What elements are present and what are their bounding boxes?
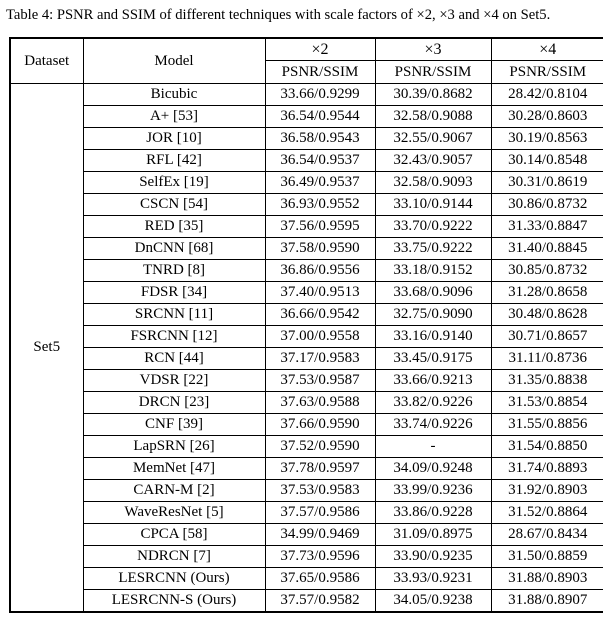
psnr-ssim-x2-cell: 33.66/0.9299 bbox=[265, 84, 375, 106]
table-body bbox=[10, 84, 603, 613]
psnr-ssim-x2-cell: 36.49/0.9537 bbox=[265, 172, 375, 194]
psnr-ssim-x3-cell: 32.58/0.9088 bbox=[375, 106, 491, 128]
table-row bbox=[10, 590, 603, 613]
table-row bbox=[10, 216, 603, 238]
psnr-ssim-x4-cell: 31.40/0.8845 bbox=[491, 238, 603, 260]
model-cell: DRCN [23] bbox=[83, 392, 265, 414]
model-cell: MemNet [47] bbox=[83, 458, 265, 480]
psnr-ssim-x3-cell: 33.82/0.9226 bbox=[375, 392, 491, 414]
psnr-ssim-x2-cell: 37.00/0.9558 bbox=[265, 326, 375, 348]
psnr-ssim-x4-cell: 31.74/0.8893 bbox=[491, 458, 603, 480]
table-row bbox=[10, 194, 603, 216]
psnr-ssim-x3-cell: 33.93/0.9231 bbox=[375, 568, 491, 590]
psnr-ssim-x2-cell: 37.73/0.9596 bbox=[265, 546, 375, 568]
psnr-ssim-x3-cell: 33.75/0.9222 bbox=[375, 238, 491, 260]
table-row bbox=[10, 106, 603, 128]
scale-x3-header: ×3 bbox=[375, 38, 491, 61]
model-cell: RED [35] bbox=[83, 216, 265, 238]
psnr-ssim-x4-cell: 31.92/0.8903 bbox=[491, 480, 603, 502]
psnr-ssim-x3-cell: 33.74/0.9226 bbox=[375, 414, 491, 436]
psnr-ssim-x3-cell: 33.66/0.9213 bbox=[375, 370, 491, 392]
psnr-ssim-x2-cell: 37.52/0.9590 bbox=[265, 436, 375, 458]
psnr-ssim-x3-cell: 32.43/0.9057 bbox=[375, 150, 491, 172]
psnr-ssim-x4-cell: 31.55/0.8856 bbox=[491, 414, 603, 436]
model-cell: LESRCNN (Ours) bbox=[83, 568, 265, 590]
model-cell: FDSR [34] bbox=[83, 282, 265, 304]
psnr-ssim-x4-cell: 30.28/0.8603 bbox=[491, 106, 603, 128]
model-cell: CSCN [54] bbox=[83, 194, 265, 216]
scale-x2-header: ×2 bbox=[265, 38, 375, 61]
psnr-ssim-x4-cell: 30.31/0.8619 bbox=[491, 172, 603, 194]
psnr-ssim-x2-cell: 37.63/0.9588 bbox=[265, 392, 375, 414]
model-cell: LapSRN [26] bbox=[83, 436, 265, 458]
table-row bbox=[10, 458, 603, 480]
psnr-ssim-x4-cell: 30.19/0.8563 bbox=[491, 128, 603, 150]
psnr-ssim-x3-cell: 33.90/0.9235 bbox=[375, 546, 491, 568]
psnr-ssim-x3-cell: 33.45/0.9175 bbox=[375, 348, 491, 370]
table-row bbox=[10, 260, 603, 282]
psnr-ssim-x3-cell: 33.16/0.9140 bbox=[375, 326, 491, 348]
model-cell: SRCNN [11] bbox=[83, 304, 265, 326]
psnr-ssim-x3-cell: 31.09/0.8975 bbox=[375, 524, 491, 546]
psnr-ssim-x3-cell: 30.39/0.8682 bbox=[375, 84, 491, 106]
psnr-ssim-x3-cell: 33.18/0.9152 bbox=[375, 260, 491, 282]
psnr-ssim-x4-cell: 31.28/0.8658 bbox=[491, 282, 603, 304]
psnr-ssim-x4-cell: 31.53/0.8854 bbox=[491, 392, 603, 414]
table-caption: Table 4: PSNR and SSIM of different techniques with scale factors of ×2, ×3 and ×4 on Set5. bbox=[6, 7, 551, 23]
table-row bbox=[10, 546, 603, 568]
psnr-ssim-x4-cell: 31.35/0.8838 bbox=[491, 370, 603, 392]
psnr-ssim-x4-cell: 31.50/0.8859 bbox=[491, 546, 603, 568]
psnr-ssim-x3-cell: 33.68/0.9096 bbox=[375, 282, 491, 304]
results-table bbox=[9, 37, 603, 613]
psnr-ssim-x3-cell: - bbox=[375, 436, 491, 458]
metric-header-x3: PSNR/SSIM bbox=[375, 61, 491, 84]
model-cell: SelfEx [19] bbox=[83, 172, 265, 194]
table-row bbox=[10, 326, 603, 348]
psnr-ssim-x4-cell: 31.88/0.8903 bbox=[491, 568, 603, 590]
table-row bbox=[10, 568, 603, 590]
table-row bbox=[10, 238, 603, 260]
psnr-ssim-x4-cell: 28.42/0.8104 bbox=[491, 84, 603, 106]
psnr-ssim-x4-cell: 28.67/0.8434 bbox=[491, 524, 603, 546]
psnr-ssim-x4-cell: 30.71/0.8657 bbox=[491, 326, 603, 348]
psnr-ssim-x2-cell: 37.40/0.9513 bbox=[265, 282, 375, 304]
table-row bbox=[10, 480, 603, 502]
model-cell: LESRCNN-S (Ours) bbox=[83, 590, 265, 613]
psnr-ssim-x2-cell: 36.66/0.9542 bbox=[265, 304, 375, 326]
psnr-ssim-x3-cell: 33.70/0.9222 bbox=[375, 216, 491, 238]
table-row bbox=[10, 304, 603, 326]
psnr-ssim-x3-cell: 33.86/0.9228 bbox=[375, 502, 491, 524]
table-row bbox=[10, 172, 603, 194]
model-header: Model bbox=[83, 38, 265, 84]
psnr-ssim-x3-cell: 32.58/0.9093 bbox=[375, 172, 491, 194]
psnr-ssim-x3-cell: 33.10/0.9144 bbox=[375, 194, 491, 216]
model-cell: CARN-M [2] bbox=[83, 480, 265, 502]
table-row bbox=[10, 348, 603, 370]
model-cell: CNF [39] bbox=[83, 414, 265, 436]
scale-x4-header: ×4 bbox=[491, 38, 603, 61]
table-row bbox=[10, 392, 603, 414]
psnr-ssim-x2-cell: 37.53/0.9583 bbox=[265, 480, 375, 502]
psnr-ssim-x3-cell: 34.09/0.9248 bbox=[375, 458, 491, 480]
psnr-ssim-x4-cell: 31.33/0.8847 bbox=[491, 216, 603, 238]
psnr-ssim-x2-cell: 37.56/0.9595 bbox=[265, 216, 375, 238]
psnr-ssim-x3-cell: 34.05/0.9238 bbox=[375, 590, 491, 613]
dataset-header: Dataset bbox=[10, 38, 83, 84]
psnr-ssim-x3-cell: 32.75/0.9090 bbox=[375, 304, 491, 326]
table-row bbox=[10, 282, 603, 304]
psnr-ssim-x4-cell: 30.14/0.8548 bbox=[491, 150, 603, 172]
psnr-ssim-x4-cell: 31.11/0.8736 bbox=[491, 348, 603, 370]
psnr-ssim-x4-cell: 30.48/0.8628 bbox=[491, 304, 603, 326]
model-cell: A+ [53] bbox=[83, 106, 265, 128]
model-cell: WaveResNet [5] bbox=[83, 502, 265, 524]
psnr-ssim-x2-cell: 36.58/0.9543 bbox=[265, 128, 375, 150]
psnr-ssim-x4-cell: 30.85/0.8732 bbox=[491, 260, 603, 282]
psnr-ssim-x2-cell: 36.86/0.9556 bbox=[265, 260, 375, 282]
psnr-ssim-x2-cell: 37.57/0.9582 bbox=[265, 590, 375, 613]
table-row bbox=[10, 502, 603, 524]
psnr-ssim-x2-cell: 37.66/0.9590 bbox=[265, 414, 375, 436]
table-row bbox=[10, 84, 603, 106]
table-row bbox=[10, 414, 603, 436]
model-cell: Bicubic bbox=[83, 84, 265, 106]
table-row bbox=[10, 436, 603, 458]
psnr-ssim-x2-cell: 36.54/0.9537 bbox=[265, 150, 375, 172]
psnr-ssim-x3-cell: 33.99/0.9236 bbox=[375, 480, 491, 502]
psnr-ssim-x2-cell: 37.78/0.9597 bbox=[265, 458, 375, 480]
metric-header-x4: PSNR/SSIM bbox=[491, 61, 603, 84]
model-cell: RCN [44] bbox=[83, 348, 265, 370]
psnr-ssim-x4-cell: 30.86/0.8732 bbox=[491, 194, 603, 216]
psnr-ssim-x2-cell: 37.17/0.9583 bbox=[265, 348, 375, 370]
psnr-ssim-x2-cell: 34.99/0.9469 bbox=[265, 524, 375, 546]
model-cell: JOR [10] bbox=[83, 128, 265, 150]
psnr-ssim-x2-cell: 36.54/0.9544 bbox=[265, 106, 375, 128]
psnr-ssim-x2-cell: 37.53/0.9587 bbox=[265, 370, 375, 392]
psnr-ssim-x2-cell: 37.57/0.9586 bbox=[265, 502, 375, 524]
table-row bbox=[10, 370, 603, 392]
model-cell: CPCA [58] bbox=[83, 524, 265, 546]
psnr-ssim-x4-cell: 31.54/0.8850 bbox=[491, 436, 603, 458]
table-row bbox=[10, 128, 603, 150]
model-cell: VDSR [22] bbox=[83, 370, 265, 392]
psnr-ssim-x2-cell: 37.65/0.9586 bbox=[265, 568, 375, 590]
metric-header-x2: PSNR/SSIM bbox=[265, 61, 375, 84]
psnr-ssim-x4-cell: 31.88/0.8907 bbox=[491, 590, 603, 613]
psnr-ssim-x3-cell: 32.55/0.9067 bbox=[375, 128, 491, 150]
table-row bbox=[10, 150, 603, 172]
psnr-ssim-x2-cell: 36.93/0.9552 bbox=[265, 194, 375, 216]
model-cell: TNRD [8] bbox=[83, 260, 265, 282]
psnr-ssim-x4-cell: 31.52/0.8864 bbox=[491, 502, 603, 524]
model-cell: FSRCNN [12] bbox=[83, 326, 265, 348]
table-row bbox=[10, 524, 603, 546]
psnr-ssim-x2-cell: 37.58/0.9590 bbox=[265, 238, 375, 260]
model-cell: NDRCN [7] bbox=[83, 546, 265, 568]
model-cell: DnCNN [68] bbox=[83, 238, 265, 260]
dataset-cell: Set5 bbox=[10, 84, 83, 613]
model-cell: RFL [42] bbox=[83, 150, 265, 172]
